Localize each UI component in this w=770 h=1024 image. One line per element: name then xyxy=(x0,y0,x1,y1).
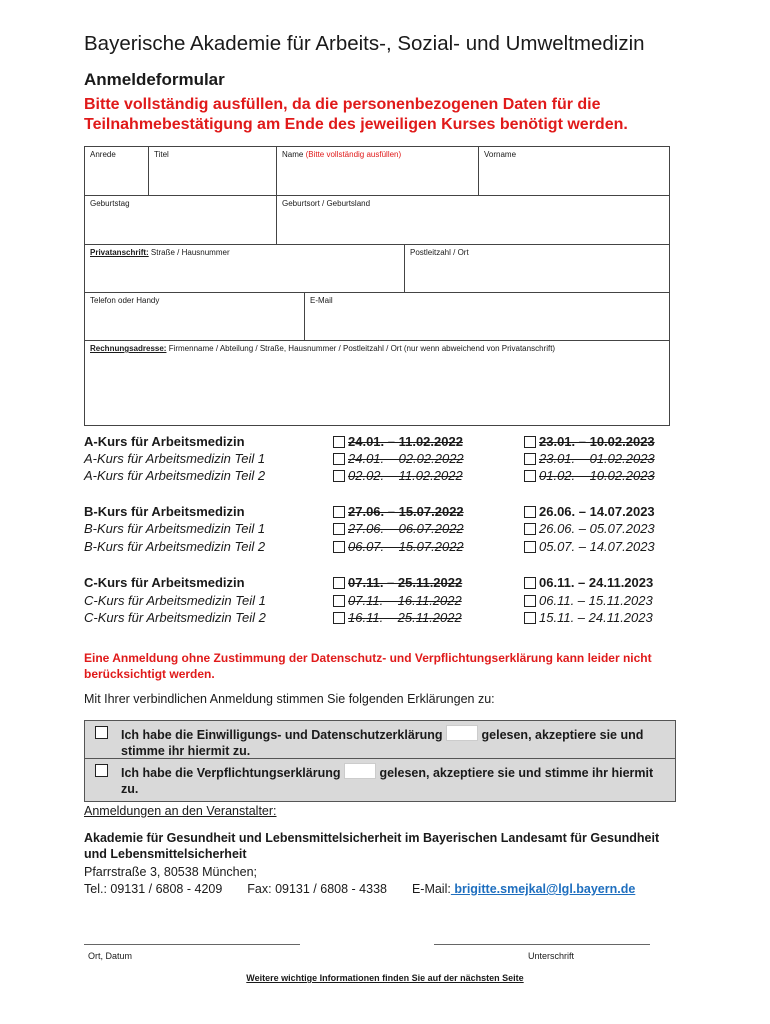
checkbox[interactable] xyxy=(524,612,536,624)
checkbox[interactable] xyxy=(333,523,345,535)
label-ort-datum: Ort, Datum xyxy=(88,951,133,961)
field-anrede[interactable] xyxy=(85,147,149,196)
checkbox[interactable] xyxy=(333,506,345,518)
option-c-2022[interactable] xyxy=(333,575,462,590)
checkbox-obligation[interactable] xyxy=(95,764,108,777)
option-a2-2023[interactable] xyxy=(524,468,655,483)
course-a-title: A-Kurs für Arbeitsmedizin xyxy=(84,434,245,449)
obligation-link-field[interactable] xyxy=(344,763,376,779)
option-date: 23.01. – 10.02.2023 xyxy=(539,434,655,449)
consent-obligation-text: Ich habe die Verpflichtungserklärung xyxy=(121,766,344,780)
option-b-2022[interactable] xyxy=(333,504,464,519)
option-a-2022[interactable] xyxy=(333,434,463,449)
option-date: 01.02. – 10.02.2023 xyxy=(539,468,655,483)
checkbox[interactable] xyxy=(524,470,536,482)
option-date: 05.07. – 14.07.2023 xyxy=(539,539,655,554)
field-plz-ort[interactable] xyxy=(405,245,669,293)
organizer-address: Pfarrstraße 3, 80538 München; xyxy=(84,865,258,879)
organizer-email-link[interactable]: brigitte.smejkal@lgl.bayern.de xyxy=(450,882,636,896)
option-c1-2023[interactable] xyxy=(524,593,653,608)
option-date: 06.11. – 15.11.2023 xyxy=(539,593,653,608)
label-name: Name xyxy=(282,150,306,159)
label-vorname: Vorname xyxy=(484,150,517,159)
course-c-part2: C-Kurs für Arbeitsmedizin Teil 2 xyxy=(84,610,266,625)
option-b2-2022[interactable] xyxy=(333,539,464,554)
option-date: 06.11. – 24.11.2023 xyxy=(539,575,654,590)
field-rechnungsadresse[interactable] xyxy=(85,341,669,425)
option-date: 23.01. – 01.02.2023 xyxy=(539,451,655,466)
checkbox[interactable] xyxy=(524,523,536,535)
course-a-part1: A-Kurs für Arbeitsmedizin Teil 1 xyxy=(84,451,266,466)
option-date: 24.01. – 02.02.2022 xyxy=(348,451,464,466)
field-titel[interactable] xyxy=(149,147,277,196)
checkbox[interactable] xyxy=(333,612,345,624)
checkbox[interactable] xyxy=(333,436,345,448)
option-date: 27.06. – 15.07.2022 xyxy=(348,504,464,519)
label-geburtsort: Geburtsort / Geburtsland xyxy=(282,199,371,208)
option-b1-2022[interactable] xyxy=(333,521,464,536)
completion-notice: Bitte vollständig ausfüllen, da die personenbezogenen Daten für die Teilnahmebestätigung am Ende des jeweiligen Kurses benötigt werden. xyxy=(84,96,628,133)
option-date: 02.02. – 11.02.2022 xyxy=(348,468,463,483)
field-privatanschrift[interactable] xyxy=(85,245,405,293)
checkbox[interactable] xyxy=(333,541,345,553)
checkbox[interactable] xyxy=(524,577,536,589)
consent-obligation-text-end: gelesen, akzeptiere sie und stimme ihr hiermit zu. xyxy=(121,766,654,796)
label-name-note: (Bitte vollständig ausfüllen) xyxy=(305,150,402,159)
label-unterschrift: Unterschrift xyxy=(528,951,575,961)
organizer-name: Akademie für Gesundheit und Lebensmittelsicherheit im Bayerischen Landesamt für Gesundheit und Lebensmittelsicherheit xyxy=(84,831,660,861)
label-plz-ort: Postleitzahl / Ort xyxy=(410,248,469,257)
option-b2-2023[interactable] xyxy=(524,539,655,554)
label-rechnungsadresse: Rechnungsadresse: xyxy=(90,344,167,353)
course-b-part2: B-Kurs für Arbeitsmedizin Teil 2 xyxy=(84,539,266,554)
checkbox[interactable] xyxy=(333,595,345,607)
signature-line-date xyxy=(84,944,300,945)
label-strasse: Straße / Hausnummer xyxy=(148,248,230,257)
option-c1-2022[interactable] xyxy=(333,593,462,608)
consent-obligation[interactable] xyxy=(84,758,676,802)
signature-line-sign xyxy=(434,944,650,945)
checkbox[interactable] xyxy=(333,453,345,465)
checkbox[interactable] xyxy=(524,436,536,448)
option-c-2023[interactable] xyxy=(524,575,653,590)
option-a1-2023[interactable] xyxy=(524,451,655,466)
option-b-2023[interactable] xyxy=(524,504,655,519)
option-date: 27.06. – 06.07.2022 xyxy=(348,521,464,536)
personal-data-form xyxy=(84,146,670,426)
option-date: 26.06. – 05.07.2023 xyxy=(539,521,655,536)
consent-warning: Eine Anmeldung ohne Zustimmung der Datenschutz- und Verpflichtungserklärung kann leider nicht berücksichtigt werden. xyxy=(84,651,652,681)
course-b-part1: B-Kurs für Arbeitsmedizin Teil 1 xyxy=(84,521,266,536)
option-c2-2022[interactable] xyxy=(333,610,462,625)
field-name[interactable] xyxy=(277,147,479,196)
option-date: 15.11. – 24.11.2023 xyxy=(539,610,653,625)
option-date: 16.11. – 25.11.2022 xyxy=(348,610,462,625)
option-a-2023[interactable] xyxy=(524,434,655,449)
field-geburtstag[interactable] xyxy=(85,196,277,245)
option-date: 07.11. – 16.11.2022 xyxy=(348,593,462,608)
field-email[interactable] xyxy=(305,293,669,341)
checkbox[interactable] xyxy=(524,541,536,553)
checkbox[interactable] xyxy=(524,595,536,607)
checkbox[interactable] xyxy=(524,506,536,518)
form-subtitle: Anmeldeformular xyxy=(84,70,225,89)
organizer-email-label: E-Mail: xyxy=(411,882,451,896)
field-telefon[interactable] xyxy=(85,293,305,341)
checkbox[interactable] xyxy=(524,453,536,465)
option-a1-2022[interactable] xyxy=(333,451,464,466)
course-c-part1: C-Kurs für Arbeitsmedizin Teil 1 xyxy=(84,593,266,608)
checkbox[interactable] xyxy=(333,470,345,482)
field-vorname[interactable] xyxy=(479,147,669,196)
option-date: 07.11. – 25.11.2022 xyxy=(348,575,463,590)
organizer-tel: Tel.: 09131 / 6808 - 4209 xyxy=(84,882,223,896)
field-geburtsort[interactable] xyxy=(277,196,669,245)
consent-privacy-text: Ich habe die Einwilligungs- und Datenschutzerklärung xyxy=(121,728,447,742)
label-geburtstag: Geburtstag xyxy=(90,199,130,208)
option-date: 06.07. – 15.07.2022 xyxy=(348,539,464,554)
privacy-link-field[interactable] xyxy=(446,725,478,741)
organizer-heading: Anmeldungen an den Veranstalter: xyxy=(84,804,277,818)
consent-privacy-text-end: gelesen, akzeptiere sie und stimme ihr hiermit zu. xyxy=(121,728,644,758)
option-a2-2022[interactable] xyxy=(333,468,463,483)
page-title: Bayerische Akademie für Arbeits-, Sozial- und Umweltmedizin xyxy=(84,32,645,55)
label-anrede: Anrede xyxy=(90,150,116,159)
option-date: 24.01. – 11.02.2022 xyxy=(348,434,463,449)
checkbox-privacy[interactable] xyxy=(95,726,108,739)
label-email: E-Mail xyxy=(310,296,333,305)
checkbox[interactable] xyxy=(333,577,345,589)
option-b1-2023[interactable] xyxy=(524,521,655,536)
footer-note: Weitere wichtige Informationen finden Sie auf der nächsten Seite xyxy=(246,973,524,983)
option-c2-2023[interactable] xyxy=(524,610,653,625)
course-b-title: B-Kurs für Arbeitsmedizin xyxy=(84,504,245,519)
label-rechnungsadresse-hint: Firmenname / Abteilung / Straße, Hausnummer / Postleitzahl / Ort (nur wenn abweichend von Privatanschrift) xyxy=(166,344,556,353)
label-titel: Titel xyxy=(154,150,169,159)
organizer-fax: Fax: 09131 / 6808 - 4338 xyxy=(247,882,387,896)
label-privatanschrift: Privatanschrift: xyxy=(90,248,149,257)
label-telefon: Telefon oder Handy xyxy=(90,296,160,305)
course-a-part2: A-Kurs für Arbeitsmedizin Teil 2 xyxy=(84,468,266,483)
organizer-contact xyxy=(84,882,635,896)
course-c-title: C-Kurs für Arbeitsmedizin xyxy=(84,575,245,590)
consent-intro: Mit Ihrer verbindlichen Anmeldung stimmen Sie folgenden Erklärungen zu: xyxy=(84,692,495,706)
option-date: 26.06. – 14.07.2023 xyxy=(539,504,655,519)
